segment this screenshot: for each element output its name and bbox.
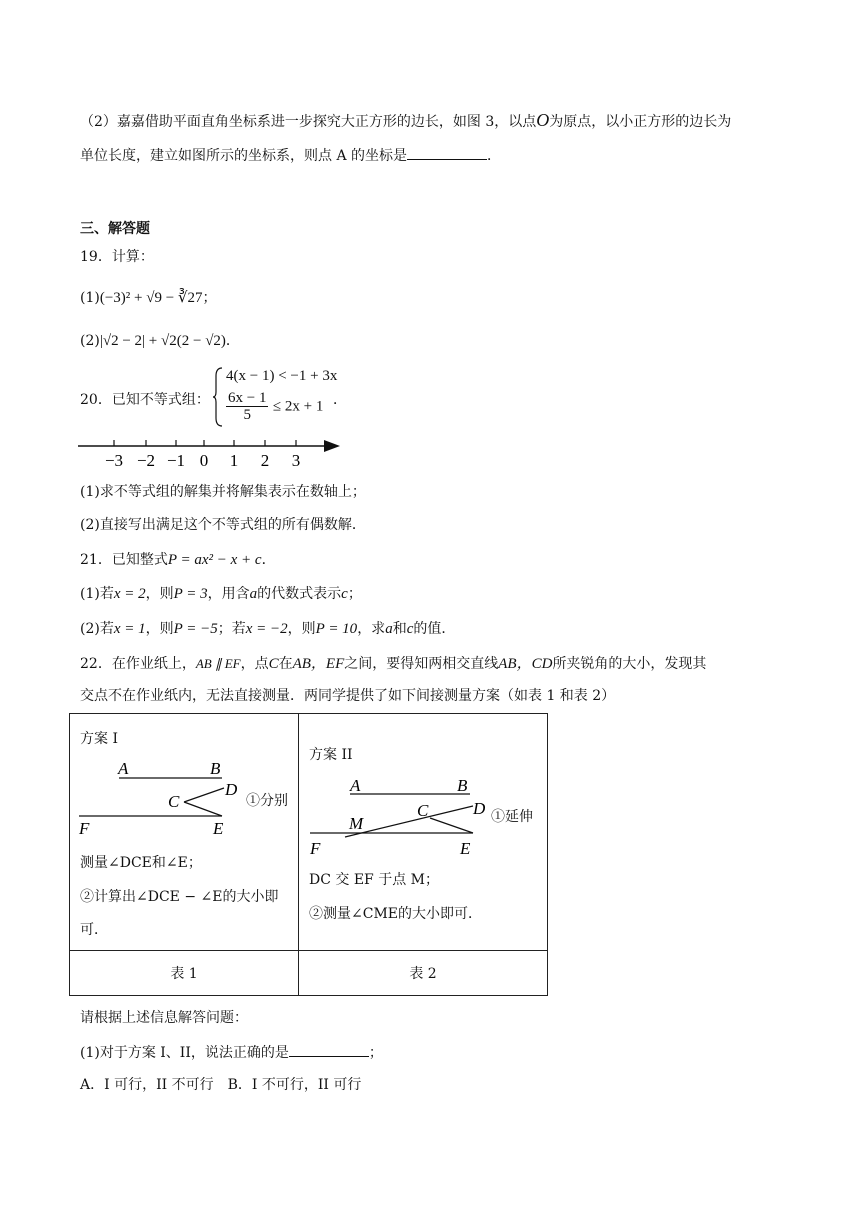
tick-label: 2: [260, 451, 270, 470]
plan1-step1-side: ①分别: [246, 793, 288, 809]
text: 21．已知整式: [80, 552, 168, 568]
math: c: [341, 586, 348, 602]
inequality-2: [226, 390, 323, 423]
text: ，则: [145, 586, 174, 602]
inequality-1: 4(x − 1) < −1 + 3x: [226, 368, 338, 384]
text: 的代数式表示: [257, 586, 342, 602]
math: AB，CD: [498, 656, 553, 672]
q22-part1: [80, 1042, 383, 1063]
tick-label: 0: [199, 451, 209, 470]
arrow-icon: [324, 440, 340, 452]
plans-table: [69, 713, 548, 996]
tick-label: −3: [104, 451, 124, 470]
brace-icon: [212, 366, 224, 428]
math: x = 2: [113, 586, 146, 602]
label-D: D: [473, 799, 486, 818]
math: x = −2: [245, 621, 288, 637]
label-F: F: [310, 839, 321, 858]
math: a: [249, 586, 258, 602]
text: ，用含: [207, 586, 250, 602]
label-A: A: [350, 776, 361, 795]
math: P = −5: [173, 621, 218, 637]
math-expression: |√2 − 2| + √2(2 − √2): [99, 333, 226, 349]
text: ．: [225, 333, 240, 349]
answer-blank[interactable]: [289, 1042, 369, 1057]
math-expression: (−3)² + √9 − ∛27: [99, 290, 203, 306]
label-C: C: [168, 792, 180, 811]
math-expression: P = ax² − x + c: [167, 552, 262, 568]
caption-1: 表 1: [70, 951, 299, 996]
math: C: [268, 656, 279, 672]
text: (1): [80, 290, 100, 306]
fraction: [226, 390, 268, 423]
label-M: M: [349, 814, 364, 833]
label-E: E: [460, 839, 471, 858]
text: (1)对于方案 I、II，说法正确的是: [80, 1045, 289, 1061]
label-B: B: [457, 776, 468, 795]
p18-part2-line1: [80, 110, 731, 132]
plan1-title: 方案 I: [80, 731, 118, 747]
q21-part2: [80, 619, 455, 639]
plan1-figure: [74, 754, 254, 844]
text: 在: [278, 656, 293, 672]
text: ，则: [145, 621, 174, 637]
denominator: 5: [243, 407, 251, 423]
text: ．: [333, 392, 347, 408]
q22-line2: 交点不在作业纸内，无法直接测量．两同学提供了如下间接测量方案（如表 1 和表 2）: [80, 688, 616, 704]
q20-stem: 20．已知不等式组：: [80, 392, 210, 408]
math: c: [406, 621, 414, 637]
q20-part2: (2)直接写出满足这个不等式组的所有偶数解．: [80, 517, 366, 533]
text: (2): [80, 333, 100, 349]
math: a: [385, 621, 393, 637]
plan2-figure: [305, 772, 495, 862]
ticks: [105, 440, 300, 470]
text: (1)若: [80, 586, 114, 602]
text: ．: [261, 552, 276, 568]
text: (2)若: [80, 621, 114, 637]
math: AB，EF: [292, 656, 345, 672]
label-E: E: [213, 819, 224, 838]
p18-part2-line2: [80, 145, 501, 166]
q19-part2: [80, 331, 240, 351]
q22-options: A．I 可行，II 不可行 B．I 不可行，II 可行: [80, 1077, 362, 1093]
q22-ask: 请根据上述信息解答问题：: [80, 1010, 248, 1026]
math: x = 1: [113, 621, 146, 637]
text: ；: [347, 586, 362, 602]
plan2-step2: ②测量∠CME的大小即可．: [309, 906, 482, 922]
plan2-step1-side: ①延伸: [491, 809, 533, 825]
math: P = 10: [315, 621, 358, 637]
math: AB ∥ EF: [195, 656, 241, 671]
caption-2: 表 2: [299, 951, 548, 996]
text: 的值．: [413, 621, 456, 637]
plan2-step1: DC 交 EF 于点 M；: [309, 872, 440, 888]
point-O: O: [536, 110, 550, 130]
q19-stem: 19．计算：: [80, 249, 154, 265]
text: ；若: [217, 621, 246, 637]
plan2-title: 方案 II: [309, 747, 353, 763]
plan2-cell: [299, 714, 548, 951]
section-title: 三、解答题: [80, 221, 150, 237]
tick-label: −1: [166, 451, 186, 470]
tick-label: 1: [229, 451, 239, 470]
text: ；: [368, 1045, 383, 1061]
text: ；: [202, 290, 217, 306]
numerator: 6x − 1: [228, 390, 267, 406]
plan1-step1: 测量∠DCE和∠E；: [80, 855, 202, 871]
q21-stem: [80, 550, 276, 570]
tick-label: −2: [136, 451, 156, 470]
label-D: D: [225, 780, 238, 799]
tick-label: 3: [291, 451, 301, 470]
text: 为原点，以小正方形的边长为: [549, 114, 732, 130]
label-C: C: [417, 801, 429, 820]
text: ，则: [287, 621, 316, 637]
label-A: A: [118, 759, 129, 778]
text: 单位长度，建立如图所示的坐标系，则点 A 的坐标是: [80, 148, 408, 164]
answer-blank[interactable]: [407, 145, 487, 160]
q22-line1: [80, 654, 706, 674]
number-line: [78, 436, 348, 472]
q19-part1: [80, 288, 217, 308]
text: ，点: [240, 656, 269, 672]
q21-part1: [80, 584, 362, 604]
text: ，求: [357, 621, 386, 637]
text: 所夹锐角的大小，发现其: [552, 656, 707, 672]
text: ．: [487, 148, 502, 164]
plan1-step2-end: 可．: [80, 922, 108, 938]
text: 和: [392, 621, 407, 637]
text: 之间，要得知两相交直线: [344, 656, 499, 672]
math: P = 3: [173, 586, 208, 602]
label-F: F: [79, 819, 90, 838]
rhs: ≤ 2x + 1: [272, 398, 324, 415]
text: （2）嘉嘉借助平面直角坐标系进一步探究大正方形的边长，如图 3，以点: [80, 114, 537, 130]
label-B: B: [210, 759, 221, 778]
q20-part1: (1)求不等式组的解集并将解集表示在数轴上；: [80, 484, 366, 500]
text: 22．在作业纸上，: [80, 656, 196, 672]
plan1-cell: [70, 714, 299, 951]
plan1-step2: ②计算出∠DCE − ∠E的大小即: [80, 889, 279, 905]
